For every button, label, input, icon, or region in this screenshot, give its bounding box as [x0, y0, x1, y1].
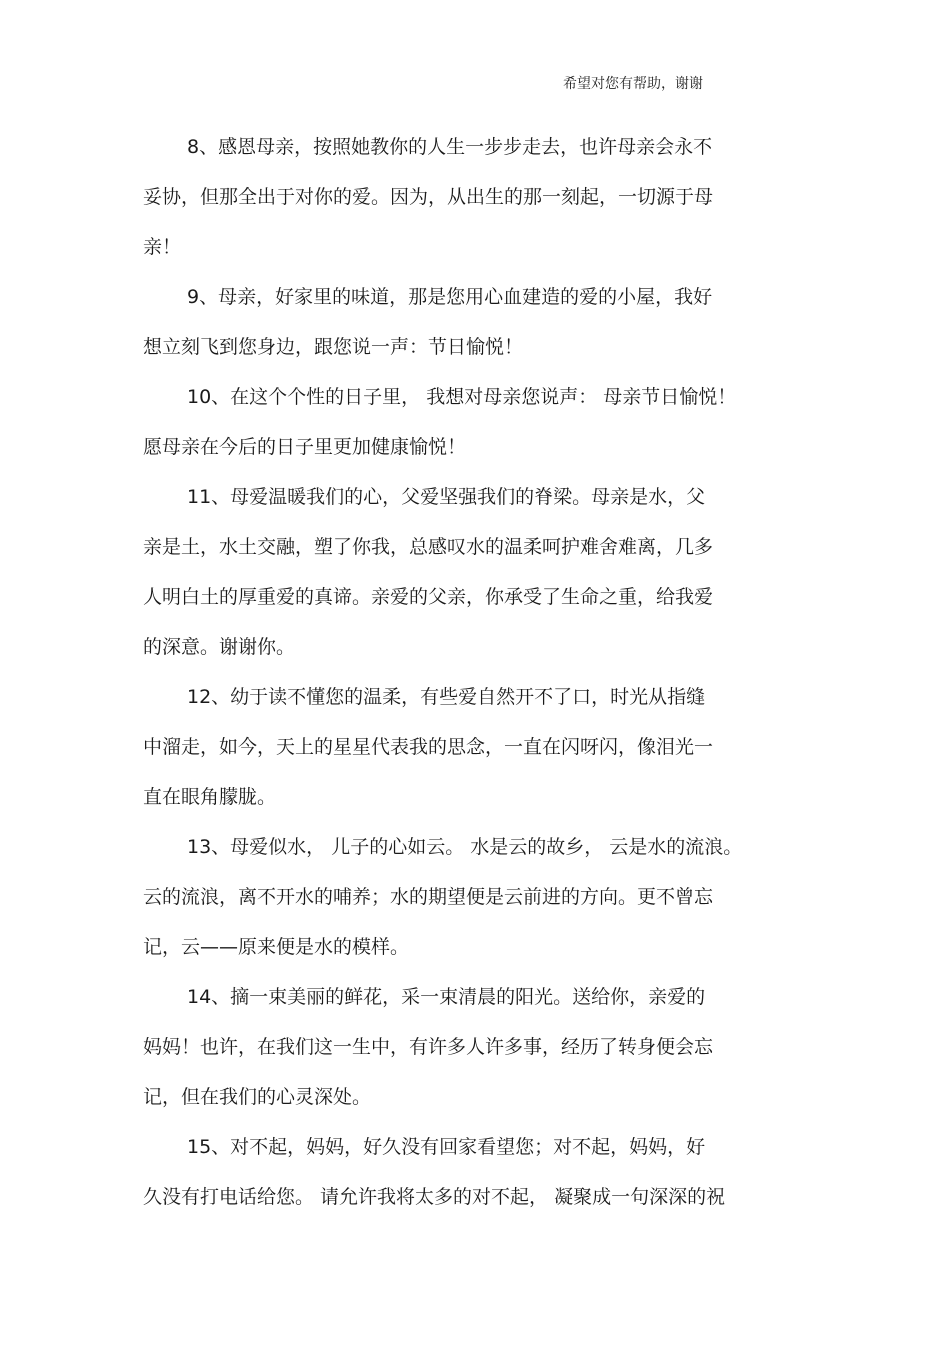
text-line: 人明白土的厚重爱的真谛。亲爱的父亲，你承受了生命之重，给我爱 [143, 586, 714, 608]
text-line: 妥协，但那全出于对你的爱。因为，从出生的那一刻起，一切源于母 [143, 186, 714, 208]
text-line: 愿母亲在今后的日子里更加健康愉悦！ [143, 436, 467, 458]
text-line: 13、母爱似水， 儿子的心如云。 水是云的故乡， 云是水的流浪。 [187, 836, 743, 858]
text-line: 记，云——原来便是水的模样。 [143, 936, 410, 958]
text-line: 8、感恩母亲，按照她教你的人生一步步走去，也许母亲会永不 [187, 136, 713, 158]
text-line: 亲是土，水土交融，塑了你我，总感叹水的温柔呵护难舍难离，几多 [143, 536, 714, 558]
text-line: 15、对不起，妈妈，好久没有回家看望您；对不起，妈妈，好 [187, 1136, 706, 1158]
text-line: 11、母爱温暖我们的心，父爱坚强我们的脊梁。母亲是水，父 [187, 486, 706, 508]
text-line: 亲！ [143, 236, 182, 258]
document-body [143, 122, 798, 1222]
text-line: 直在眼角朦胧。 [143, 786, 277, 808]
text-line: 久没有打电话给您。 请允许我将太多的对不起， 凝聚成一句深深的祝 [143, 1186, 726, 1208]
text-line: 记，但在我们的心灵深处。 [143, 1086, 372, 1108]
text-line: 中溜走，如今，天上的星星代表我的思念，一直在闪呀闪，像泪光一 [143, 736, 714, 758]
text-line: 14、摘一束美丽的鲜花，采一束清晨的阳光。送给你，亲爱的 [187, 986, 706, 1008]
text-line: 10、在这个个性的日子里， 我想对母亲您说声： 母亲节日愉悦！ [187, 386, 737, 408]
text-line: 想立刻飞到您身边，跟您说一声：节日愉悦！ [143, 336, 524, 358]
header-note: 希望对您有帮助，谢谢 [563, 76, 703, 92]
text-line: 12、幼于读不懂您的温柔，有些爱自然开不了口，时光从指缝 [187, 686, 706, 708]
text-line: 9、母亲，好家里的味道，那是您用心血建造的爱的小屋，我好 [187, 286, 713, 308]
text-line: 的深意。谢谢你。 [143, 636, 296, 658]
text-line: 妈妈！也许，在我们这一生中，有许多人许多事，经历了转身便会忘 [143, 1036, 714, 1058]
text-line: 云的流浪，离不开水的哺养；水的期望便是云前进的方向。更不曾忘 [143, 886, 714, 908]
